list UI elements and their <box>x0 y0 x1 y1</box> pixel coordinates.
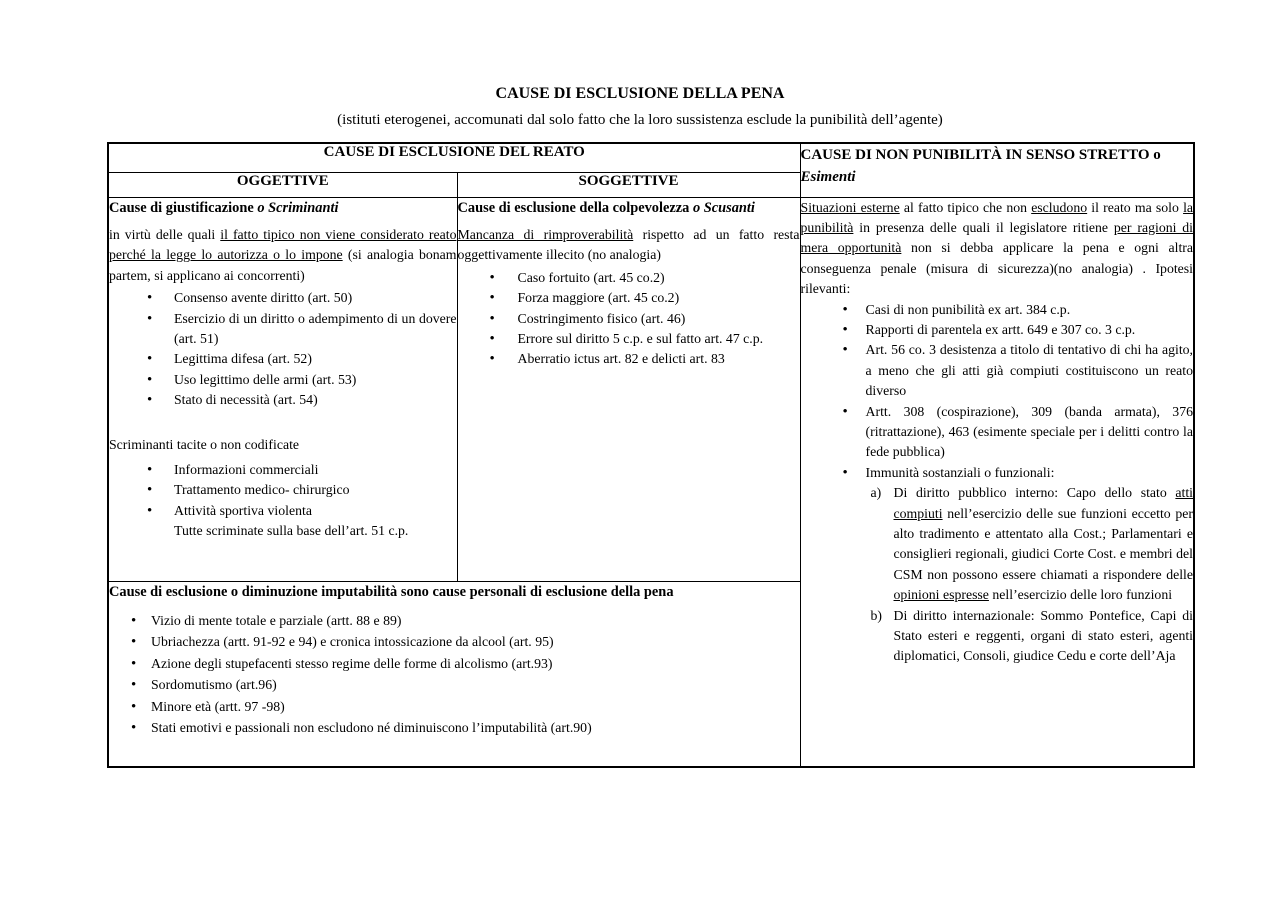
schema-table <box>107 142 1195 768</box>
header-esimenti-word: Esimenti <box>800 169 856 185</box>
list-item-note: Tutte scriminate sulla base dell’art. 51 c.p. <box>174 523 409 539</box>
sub-a-u1: atti compiuti <box>893 485 1194 521</box>
list-item: • Stato di necessità (art. 54) <box>147 390 457 410</box>
esimenti-paragraph <box>801 198 1194 300</box>
esimenti-para-u3: la punibilità <box>800 199 1194 235</box>
soggettive-paragraph <box>458 225 800 266</box>
cell-imputabilita <box>108 581 800 767</box>
header-cause-esclusione-reato: CAUSE DI ESCLUSIONE DEL REATO <box>108 143 800 172</box>
list-item: • Caso fortuito (art. 45 co.2) <box>490 268 800 288</box>
cell-oggettive <box>108 197 457 581</box>
sublist-item-b <box>871 606 1194 667</box>
sublist-marker-a: a) <box>870 485 882 501</box>
page-subtitle: (istituti eterogenei, accomunati dal solo fatto che la loro sussistenza esclude la punibilità dell’agente) <box>337 112 943 128</box>
esimenti-para-t2: il reato ma solo <box>1087 199 1184 215</box>
list-item <box>147 501 457 542</box>
soggettive-title <box>458 198 800 218</box>
oggettive-subheading: Scriminanti tacite o non codificate <box>109 436 300 452</box>
sub-a-t2: nell’esercizio delle sue funzioni eccetto per alto tradimento e attentato alla Cost.; Parlamentari e consiglieri regionali, giudici Corte Cost. e membri del CSM non possono essere chiamati a rispondere delle <box>893 505 1194 582</box>
header-row-1 <box>108 143 1194 172</box>
header-soggettive: SOGGETTIVE <box>457 172 800 197</box>
list-item: • Legittima difesa (art. 52) <box>147 349 457 369</box>
esimenti-para-t1: al fatto tipico che non <box>899 199 1032 215</box>
sublist-item-a <box>871 483 1194 605</box>
soggettive-para-underline: Mancanza di rimproverabilità <box>457 226 634 242</box>
list-item <box>843 463 1194 667</box>
oggettive-title-italic: o Scriminanti <box>257 199 339 216</box>
esimenti-para-u4: per ragioni di mera opportunità <box>800 219 1194 256</box>
oggettive-paragraph <box>109 225 457 286</box>
list-item: • Casi di non punibilità ex art. 384 c.p. <box>843 300 1194 320</box>
list-item: • Uso legittimo delle armi (art. 53) <box>147 370 457 390</box>
cell-esimenti <box>800 197 1194 767</box>
header-oggettive: OGGETTIVE <box>108 172 457 197</box>
imputabilita-title: Cause di esclusione o diminuzione imputabilità sono cause personali di esclusione della pena <box>109 583 674 600</box>
soggettive-title-text: Cause di esclusione della colpevolezza <box>457 199 693 216</box>
sublist-marker-b: b) <box>870 607 883 623</box>
imputabilita-bullet-list <box>109 611 800 738</box>
esimenti-bullet-list <box>801 300 1194 667</box>
list-item-text: Immunità sostanziali o funzionali: <box>865 464 1055 480</box>
list-item: • Informazioni commerciali <box>147 460 457 480</box>
esimenti-para-u2: escludono <box>1031 199 1088 215</box>
list-item-text: Attività sportiva violenta <box>174 502 312 518</box>
oggettive-title-text: Cause di giustificazione <box>109 199 258 216</box>
sub-a-t3: nell’esercizio delle loro funzioni <box>988 587 1173 603</box>
list-item: • Art. 56 co. 3 desistenza a titolo di tentativo di chi ha agito, a meno che gli atti già compiuti costituiscono un reato diverso <box>843 340 1194 401</box>
list-item: • Vizio di mente totale e parziale (artt. 88 e 89) <box>131 611 800 631</box>
page-title: CAUSE DI ESCLUSIONE DELLA PENA <box>495 85 785 102</box>
list-item: • Esercizio di un diritto o adempimento di un dovere (art. 51) <box>147 309 457 350</box>
list-item: • Rapporti di parentela ex artt. 649 e 307 co. 3 c.p. <box>843 320 1194 340</box>
list-item: • Consenso avente diritto (art. 50) <box>147 288 457 308</box>
list-item: • Errore sul diritto 5 c.p. e sul fatto art. 47 c.p. <box>490 329 800 349</box>
soggettive-para-post: rispetto ad un fatto resta oggettivamente illecito (no analogia) <box>457 226 800 263</box>
list-item: • Ubriachezza (artt. 91-92 e 94) e cronica intossicazione da alcool (art. 95) <box>131 632 800 652</box>
soggettive-bullet-list <box>458 268 800 370</box>
oggettive-para-post: (si analogia bonam partem, si applicano ai concorrenti) <box>109 247 457 283</box>
list-item: • Aberratio ictus art. 82 e delicti art. 83 <box>490 349 800 369</box>
cell-soggettive <box>457 197 800 581</box>
esimenti-para-t3: in presenza delle quali il legislatore ritiene <box>853 219 1114 235</box>
list-item: • Azione degli stupefacenti stesso regime delle forme di alcolismo (art.93) <box>131 654 800 674</box>
list-item: • Sordomutismo (art.96) <box>131 675 800 695</box>
esimenti-sublist <box>866 483 1194 667</box>
oggettive-para-underline: il fatto tipico non viene considerato reato perché la legge lo autorizza o lo impone <box>109 226 457 263</box>
sublist-text-a <box>894 483 1194 605</box>
list-item: • Forza maggiore (art. 45 co.2) <box>490 288 800 308</box>
esimenti-para-t4: non si debba applicare la pena e ogni altra conseguenza penale (misura di sicurezza)(no analogia) . Ipotesi rilevanti: <box>800 240 1194 297</box>
esimenti-para-u1: Situazioni esterne <box>800 199 900 215</box>
list-item: • Costringimento fisico (art. 46) <box>490 309 800 329</box>
oggettive-bullet-list <box>109 288 457 410</box>
list-item: • Stati emotivi e passionali non escludono né diminuiscono l’imputabilità (art.90) <box>131 718 800 738</box>
sublist-text-b <box>894 606 1194 667</box>
header-esimenti-line1: CAUSE DI NON PUNIBILITÀ IN SENSO STRETTO o <box>800 147 1161 163</box>
list-item: • Trattamento medico- chirurgico <box>147 480 457 500</box>
list-item: • Artt. 308 (cospirazione), 309 (banda armata), 376 (ritrattazione), 463 (esimente speciale per i delitti contro la fede pubblica) <box>843 402 1194 463</box>
sub-b-t1: Di diritto internazionale: Sommo Pontefice, Capi di Stato esteri e reggenti, organi di stato esteri, agenti diplomatici, Consoli, giudice Cedu e corte dell’Aja <box>893 607 1194 664</box>
oggettive-title <box>109 198 457 218</box>
oggettive-para-pre: in virtù delle quali <box>109 226 221 242</box>
header-cause-non-punibilita <box>800 143 1194 197</box>
sub-a-u2: opinioni espresse <box>893 587 989 603</box>
soggettive-title-italic: o Scusanti <box>692 199 755 216</box>
content-row <box>108 197 1194 581</box>
oggettive-bullet-list-2 <box>109 460 457 542</box>
list-item: • Minore età (artt. 97 -98) <box>131 697 800 717</box>
sub-a-t1: Di diritto pubblico interno: Capo dello stato <box>893 485 1176 501</box>
